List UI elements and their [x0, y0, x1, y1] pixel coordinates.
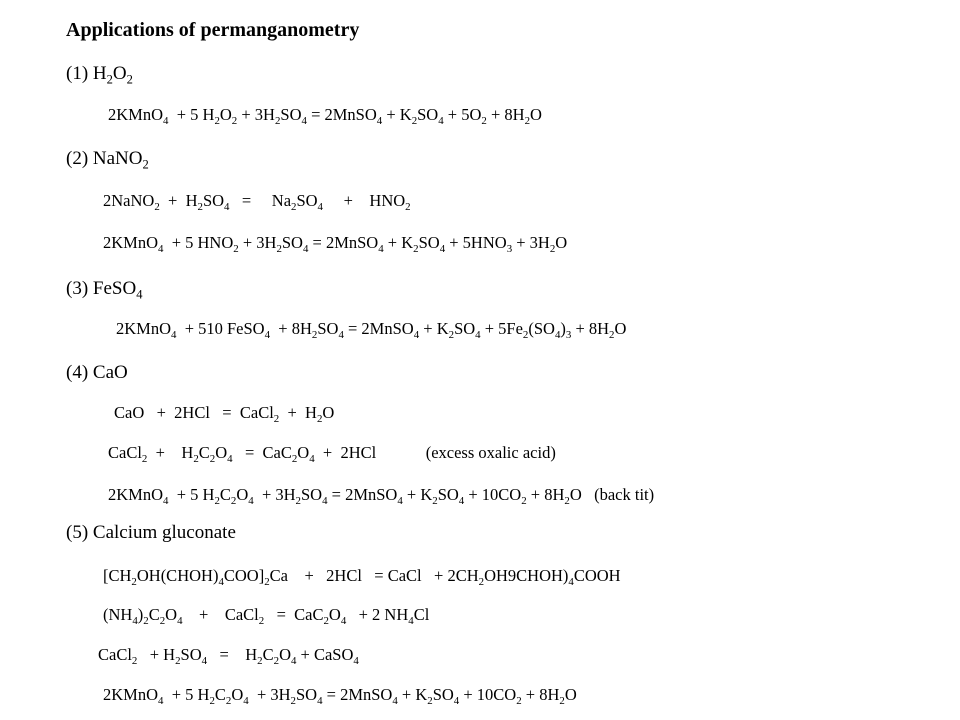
text-segment: SO [180, 645, 202, 664]
text-segment: SO [202, 191, 225, 210]
chemical-equation [108, 443, 556, 465]
text-segment: = 2MnSO [306, 105, 377, 124]
text-segment: 2KMnO [103, 685, 159, 704]
chemical-equation [103, 233, 568, 255]
subscript: 2 [175, 654, 181, 667]
subscript: 4 [201, 654, 208, 667]
text-segment: + K [419, 319, 449, 338]
chemical-equation [108, 105, 542, 127]
subscript: 4 [378, 242, 384, 255]
text-segment: O [219, 105, 232, 124]
text-segment: = 2MnSO [343, 319, 414, 338]
section-heading [66, 63, 133, 87]
subscript: 4 [243, 694, 249, 707]
subscript: 2 [559, 694, 565, 707]
subscript: 2 [106, 72, 113, 87]
subscript: 2 [448, 328, 455, 341]
text-segment: O [530, 105, 542, 124]
text-segment: SO [280, 105, 302, 124]
text-segment: + 8H [571, 319, 610, 338]
subscript: 2 [131, 575, 137, 588]
text-segment: (2) NaNO [66, 148, 143, 169]
subscript: 2 [209, 452, 216, 465]
text-segment: = H [207, 645, 258, 664]
text-segment: + 10CO [464, 485, 522, 504]
subscript: 4 [317, 200, 323, 213]
subscript: 4 [290, 654, 297, 667]
text-segment: SO [417, 105, 439, 124]
text-segment: SO [300, 485, 323, 504]
subscript: 2 [291, 452, 298, 465]
subscript: 2 [609, 328, 615, 341]
chemical-equation [103, 191, 411, 213]
subscript: 4 [301, 114, 307, 127]
subscript: 2 [159, 614, 166, 627]
text-segment: + 8H [526, 485, 565, 504]
text-segment: + 8H [486, 105, 525, 124]
subscript: 2 [214, 494, 220, 507]
subscript: 2 [141, 452, 148, 465]
text-segment: + H [147, 443, 194, 462]
subscript: 4 [408, 614, 414, 627]
text-segment: SO [437, 485, 459, 504]
subscript: 2 [405, 200, 411, 213]
text-segment: + 5 H [163, 685, 210, 704]
subscript: 4 [458, 494, 465, 507]
subscript: 4 [413, 328, 420, 341]
subscript: 2 [432, 494, 438, 507]
subscript: 4 [340, 614, 347, 627]
text-segment: (3) FeSO [66, 278, 137, 299]
subscript: 4 [338, 328, 344, 341]
text-segment: SO [454, 319, 476, 338]
text-segment: O [165, 605, 178, 624]
text-segment: + 5 H [168, 485, 215, 504]
text-segment: + 3H [238, 233, 277, 252]
text-segment: 2NaNO [103, 191, 155, 210]
subscript: 2 [131, 654, 138, 667]
chemical-equation [103, 605, 430, 627]
text-segment: + 5Fe [480, 319, 523, 338]
text-segment: C [219, 485, 231, 504]
subscript: 2 [273, 654, 280, 667]
text-segment: + 510 FeSO [176, 319, 265, 338]
chemical-equation [98, 645, 359, 667]
subscript: 2 [478, 575, 485, 588]
subscript: 2 [257, 654, 263, 667]
text-segment: = 2MnSO [322, 685, 393, 704]
subscript: 2 [225, 694, 232, 707]
section-heading [66, 523, 236, 542]
subscript: 2 [427, 694, 433, 707]
text-segment: + 5HNO [445, 233, 507, 252]
page-title: Applications of permanganometry [66, 19, 360, 41]
subscript: 2 [154, 200, 160, 213]
subscript: 2 [231, 114, 238, 127]
text-segment: O [236, 485, 249, 504]
text-segment: OH9CHOH) [484, 566, 569, 585]
subscript: 4 [439, 242, 446, 255]
text-segment: [CH [103, 566, 132, 585]
subscript: 2 [273, 412, 280, 425]
text-segment: + 3H [512, 233, 550, 252]
subscript: 2 [524, 114, 530, 127]
text-segment: + 3H [248, 685, 291, 704]
text-segment: + 8H [270, 319, 312, 338]
subscript: 4 [453, 694, 460, 707]
text-segment: + K [383, 233, 414, 252]
text-segment: ) [137, 605, 144, 624]
text-segment: 2KMnO [103, 233, 159, 252]
text-segment: Ca + 2HCl = CaCl + 2CH [269, 566, 479, 585]
subscript: 2 [295, 494, 301, 507]
chemical-equation [103, 566, 621, 588]
text-segment: C [214, 685, 226, 704]
subscript: 2 [197, 200, 203, 213]
text-segment: 2KMnO [108, 105, 164, 124]
subscript: 2 [276, 242, 282, 255]
text-segment: O [328, 605, 341, 624]
text-segment: O [564, 685, 577, 704]
text-segment: O [555, 233, 568, 252]
section-heading [66, 148, 149, 172]
text-segment: + HNO [322, 191, 406, 210]
subscript: 2 [258, 614, 265, 627]
subscript: 4 [309, 452, 315, 465]
subscript: 4 [158, 242, 164, 255]
text-segment: SO [281, 233, 303, 252]
text-segment: + H [159, 191, 198, 210]
subscript: 2 [142, 157, 149, 172]
subscript: 2 [521, 494, 527, 507]
subscript: 3 [565, 328, 572, 341]
subscript: 2 [311, 328, 318, 341]
subscript: 2 [291, 200, 297, 213]
text-segment: ) [560, 319, 566, 338]
subscript: 4 [317, 694, 323, 707]
subscript: 2 [264, 575, 270, 588]
text-segment: 2KMnO [108, 485, 164, 504]
text-segment: COO] [223, 566, 265, 585]
subscript: 4 [376, 114, 383, 127]
text-segment: + H [137, 645, 176, 664]
subscript: 2 [143, 614, 149, 627]
text-segment: + CaCl [182, 605, 259, 624]
subscript: 2 [126, 72, 133, 87]
text-segment: + 3H [237, 105, 275, 124]
subscript: 4 [163, 114, 169, 127]
chemical-equation [116, 319, 627, 341]
subscript: 4 [224, 200, 230, 213]
text-segment: + K [382, 105, 412, 124]
text-segment: O [231, 685, 244, 704]
subscript: 2 [193, 452, 199, 465]
text-segment: + K [402, 485, 433, 504]
text-segment: 2KMnO [116, 319, 172, 338]
subscript: 2 [230, 494, 237, 507]
subscript: 2 [233, 242, 239, 255]
subscript: 2 [549, 242, 556, 255]
text-segment: CaCl [108, 443, 142, 462]
text-segment: + 10CO [459, 685, 517, 704]
subscript: 2 [481, 114, 487, 127]
text-segment: + 5O [443, 105, 482, 124]
subscript: 4 [248, 494, 254, 507]
text-segment: C [262, 645, 274, 664]
text-segment: O [112, 63, 127, 84]
subscript: 4 [158, 694, 164, 707]
subscript: 4 [397, 494, 403, 507]
text-segment: SO [418, 233, 440, 252]
subscript: 2 [323, 614, 329, 627]
subscript: 4 [392, 694, 398, 707]
text-segment: + 8H [521, 685, 560, 704]
text-segment: + 5 HNO [163, 233, 234, 252]
text-segment: O (back tit) [569, 485, 655, 504]
subscript: 2 [290, 694, 296, 707]
subscript: 4 [302, 242, 309, 255]
subscript: 4 [218, 575, 224, 588]
section-heading [66, 363, 128, 382]
subscript: 4 [227, 452, 233, 465]
text-segment: = 2MnSO [308, 233, 379, 252]
chemical-equation [114, 403, 335, 425]
chemical-equation [103, 685, 577, 707]
subscript: 4 [475, 328, 481, 341]
subscript: 4 [163, 494, 169, 507]
subscript: 4 [171, 328, 177, 341]
text-segment: (1) H [66, 63, 107, 84]
subscript: 4 [554, 328, 561, 341]
text-segment: Cl [413, 605, 430, 624]
subscript: 4 [136, 287, 143, 302]
text-segment: + 2HCl (excess oxalic acid) [314, 443, 556, 462]
subscript: 4 [177, 614, 183, 627]
text-segment: CaO + 2HCl = CaCl [114, 403, 274, 422]
text-segment: + K [397, 685, 428, 704]
subscript: 2 [209, 694, 215, 707]
text-segment: + 5 H [168, 105, 215, 124]
subscript: 4 [438, 114, 444, 127]
subscript: 2 [516, 694, 522, 707]
text-segment: (4) CaO [66, 362, 128, 383]
subscript: 4 [322, 494, 328, 507]
text-segment: SO [295, 685, 318, 704]
text-segment: + 3H [253, 485, 296, 504]
text-segment: (NH [103, 605, 133, 624]
text-segment: = 2MnSO [327, 485, 398, 504]
subscript: 4 [353, 654, 359, 667]
text-segment: = CaC [264, 605, 324, 624]
section-heading [66, 278, 143, 302]
subscript: 2 [411, 114, 418, 127]
text-segment: = CaC [232, 443, 292, 462]
text-segment: + CaSO [296, 645, 354, 664]
subscript: 4 [264, 328, 271, 341]
text-segment: O [297, 443, 310, 462]
text-segment: OH(CHOH) [136, 566, 219, 585]
subscript: 2 [274, 114, 281, 127]
subscript: 2 [316, 412, 323, 425]
text-segment: SO [317, 319, 339, 338]
text-segment: O [322, 403, 335, 422]
text-segment: C [198, 443, 210, 462]
text-segment: O [279, 645, 291, 664]
text-segment: = Na [229, 191, 292, 210]
text-segment: SO [296, 191, 318, 210]
subscript: 4 [568, 575, 574, 588]
text-segment: (5) Calcium gluconate [66, 522, 236, 543]
subscript: 2 [564, 494, 570, 507]
text-segment: COOH [573, 566, 621, 585]
subscript: 2 [413, 242, 419, 255]
text-segment: (SO [528, 319, 555, 338]
subscript: 3 [506, 242, 513, 255]
chemical-equation [108, 485, 655, 507]
text-segment: + H [279, 403, 317, 422]
subscript: 2 [522, 328, 529, 341]
subscript: 4 [132, 614, 138, 627]
text-segment: + 2 NH [346, 605, 409, 624]
text-segment: O [215, 443, 228, 462]
text-segment: CaCl [98, 645, 132, 664]
subscript: 2 [214, 114, 220, 127]
text-segment: SO [432, 685, 454, 704]
text-segment: O [614, 319, 627, 338]
text-segment: C [148, 605, 160, 624]
